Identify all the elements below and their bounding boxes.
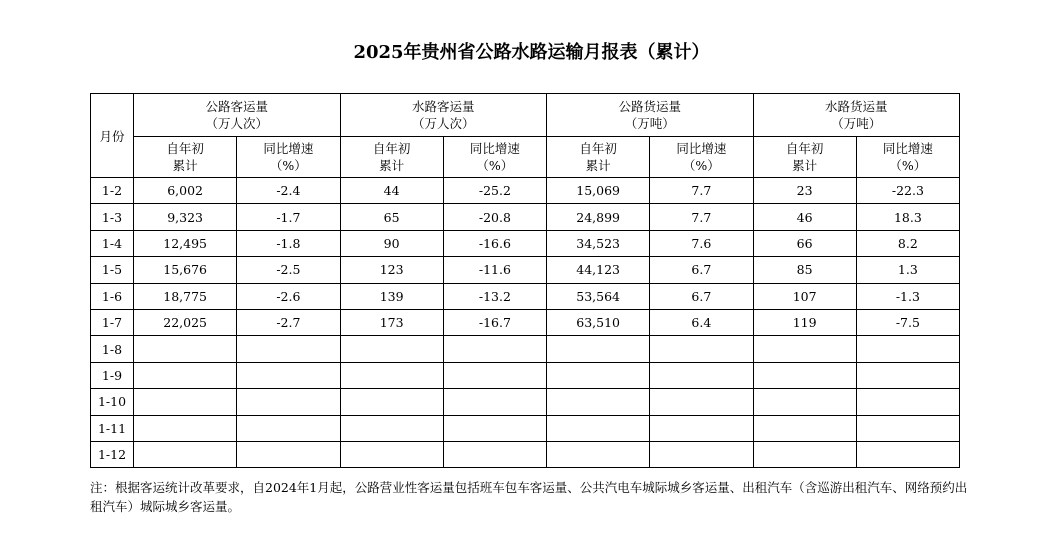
table-row — [91, 178, 960, 204]
month-cell: 1-2 — [91, 178, 134, 204]
growth-cell — [237, 336, 340, 362]
cumulative-cell: 44 — [340, 178, 443, 204]
cumulative-cell: 18,775 — [134, 283, 237, 309]
cumulative-cell: 66 — [753, 230, 856, 256]
growth-cell — [443, 362, 546, 388]
cumulative-cell: 12,495 — [134, 230, 237, 256]
cumulative-cell: 22,025 — [134, 309, 237, 335]
cumulative-cell — [547, 336, 650, 362]
cumulative-cell — [753, 336, 856, 362]
growth-cell — [237, 389, 340, 415]
growth-cell — [856, 441, 959, 467]
footnote: 注：根据客运统计改革要求，自2024年1月起，公路营业性客运量包括班车包车客运量、公共汽电车城际城乡客运量、出租汽车（含巡游出租汽车、网络预约出租汽车）城际城乡客运量。 — [90, 480, 968, 514]
cumulative-cell — [134, 389, 237, 415]
growth-cell — [237, 415, 340, 441]
cumulative-cell — [547, 362, 650, 388]
group-header-road-freight — [547, 94, 754, 137]
group-name: 水路客运量 — [411, 99, 475, 114]
cumulative-cell — [340, 389, 443, 415]
group-unit: （万人次） — [411, 116, 475, 131]
growth-cell: -2.7 — [237, 309, 340, 335]
cumulative-cell — [753, 389, 856, 415]
group-unit: （万吨） — [624, 116, 675, 131]
growth-cell: -11.6 — [443, 257, 546, 283]
cumulative-cell — [547, 389, 650, 415]
cumulative-cell — [547, 441, 650, 467]
table-row — [91, 309, 960, 335]
growth-cell: -22.3 — [856, 178, 959, 204]
growth-cell: -16.6 — [443, 230, 546, 256]
growth-cell — [856, 336, 959, 362]
cumulative-cell — [753, 441, 856, 467]
month-cell: 1-5 — [91, 257, 134, 283]
growth-cell: -13.2 — [443, 283, 546, 309]
growth-cell: 7.7 — [650, 178, 753, 204]
cumulative-cell: 173 — [340, 309, 443, 335]
cumulative-cell — [547, 415, 650, 441]
growth-cell — [237, 441, 340, 467]
cumulative-cell — [134, 415, 237, 441]
sub-header-growth: 同比增速 （%） — [650, 137, 753, 178]
cumulative-cell: 15,069 — [547, 178, 650, 204]
table-row — [91, 204, 960, 230]
cumulative-cell: 15,676 — [134, 257, 237, 283]
cumulative-cell — [753, 415, 856, 441]
cumulative-cell: 107 — [753, 283, 856, 309]
growth-cell: 6.7 — [650, 283, 753, 309]
growth-cell — [856, 389, 959, 415]
group-header-water-passenger — [340, 94, 547, 137]
sub-header-cumulative: 自年初 累计 — [340, 137, 443, 178]
growth-cell — [443, 336, 546, 362]
month-cell: 1-6 — [91, 283, 134, 309]
cumulative-cell: 44,123 — [547, 257, 650, 283]
cumulative-cell: 46 — [753, 204, 856, 230]
growth-cell: -2.6 — [237, 283, 340, 309]
table-row — [91, 336, 960, 362]
table-body — [91, 178, 960, 468]
group-name: 公路客运量 — [205, 99, 268, 114]
sub-header-growth: 同比增速 （%） — [237, 137, 340, 178]
cumulative-cell — [340, 362, 443, 388]
cumulative-cell: 6,002 — [134, 178, 237, 204]
group-unit: （万吨） — [831, 116, 882, 131]
report-title: 2025年贵州省公路水路运输月报表（累计） — [353, 42, 710, 63]
growth-cell: 7.7 — [650, 204, 753, 230]
table-row — [91, 389, 960, 415]
cumulative-cell — [753, 362, 856, 388]
growth-cell: 18.3 — [856, 204, 959, 230]
cumulative-cell — [134, 336, 237, 362]
growth-cell — [856, 362, 959, 388]
group-header-water-freight — [753, 94, 960, 137]
sub-header-cumulative: 自年初 累计 — [753, 137, 856, 178]
growth-cell — [650, 389, 753, 415]
growth-cell: 8.2 — [856, 230, 959, 256]
cumulative-cell: 63,510 — [547, 309, 650, 335]
cumulative-cell: 34,523 — [547, 230, 650, 256]
growth-cell: -2.4 — [237, 178, 340, 204]
sub-header-growth: 同比增速 （%） — [443, 137, 546, 178]
group-name: 公路货运量 — [618, 99, 681, 114]
growth-cell — [650, 441, 753, 467]
growth-cell: -16.7 — [443, 309, 546, 335]
cumulative-cell — [134, 441, 237, 467]
month-cell: 1-10 — [91, 389, 134, 415]
cumulative-cell: 65 — [340, 204, 443, 230]
growth-cell — [443, 389, 546, 415]
table-row — [91, 441, 960, 467]
table-row — [91, 415, 960, 441]
month-cell: 1-11 — [91, 415, 134, 441]
growth-cell — [650, 336, 753, 362]
growth-cell: 7.6 — [650, 230, 753, 256]
cumulative-cell: 90 — [340, 230, 443, 256]
group-unit: （万人次） — [205, 116, 268, 131]
growth-cell: -1.7 — [237, 204, 340, 230]
table-row — [91, 230, 960, 256]
growth-cell: -1.3 — [856, 283, 959, 309]
cumulative-cell: 119 — [753, 309, 856, 335]
growth-cell — [650, 362, 753, 388]
table-row — [91, 362, 960, 388]
table-row — [91, 283, 960, 309]
cumulative-cell: 9,323 — [134, 204, 237, 230]
month-cell: 1-4 — [91, 230, 134, 256]
cumulative-cell — [340, 441, 443, 467]
sub-header-growth: 同比增速 （%） — [856, 137, 959, 178]
growth-cell: 6.7 — [650, 257, 753, 283]
cumulative-cell — [134, 362, 237, 388]
table-row — [91, 257, 960, 283]
growth-cell: -1.8 — [237, 230, 340, 256]
cumulative-cell: 85 — [753, 257, 856, 283]
growth-cell: -25.2 — [443, 178, 546, 204]
sub-header-row — [91, 137, 960, 178]
growth-cell — [443, 415, 546, 441]
growth-cell: -7.5 — [856, 309, 959, 335]
group-name: 水路货运量 — [824, 99, 888, 114]
sub-header-cumulative: 自年初 累计 — [134, 137, 237, 178]
cumulative-cell: 123 — [340, 257, 443, 283]
growth-cell — [237, 362, 340, 388]
month-cell: 1-3 — [91, 204, 134, 230]
monthly-report-table — [90, 93, 960, 468]
cumulative-cell: 24,899 — [547, 204, 650, 230]
month-cell: 1-8 — [91, 336, 134, 362]
sub-header-cumulative: 自年初 累计 — [547, 137, 650, 178]
cumulative-cell: 23 — [753, 178, 856, 204]
growth-cell — [650, 415, 753, 441]
growth-cell: 1.3 — [856, 257, 959, 283]
month-cell: 1-9 — [91, 362, 134, 388]
growth-cell — [443, 441, 546, 467]
growth-cell: -2.5 — [237, 257, 340, 283]
cumulative-cell — [340, 415, 443, 441]
group-header-row — [91, 94, 960, 137]
month-header: 月份 — [91, 94, 134, 178]
growth-cell: 6.4 — [650, 309, 753, 335]
month-cell: 1-12 — [91, 441, 134, 467]
cumulative-cell: 139 — [340, 283, 443, 309]
month-cell: 1-7 — [91, 309, 134, 335]
cumulative-cell — [340, 336, 443, 362]
growth-cell: -20.8 — [443, 204, 546, 230]
growth-cell — [856, 415, 959, 441]
group-header-road-passenger — [134, 94, 341, 137]
cumulative-cell: 53,564 — [547, 283, 650, 309]
